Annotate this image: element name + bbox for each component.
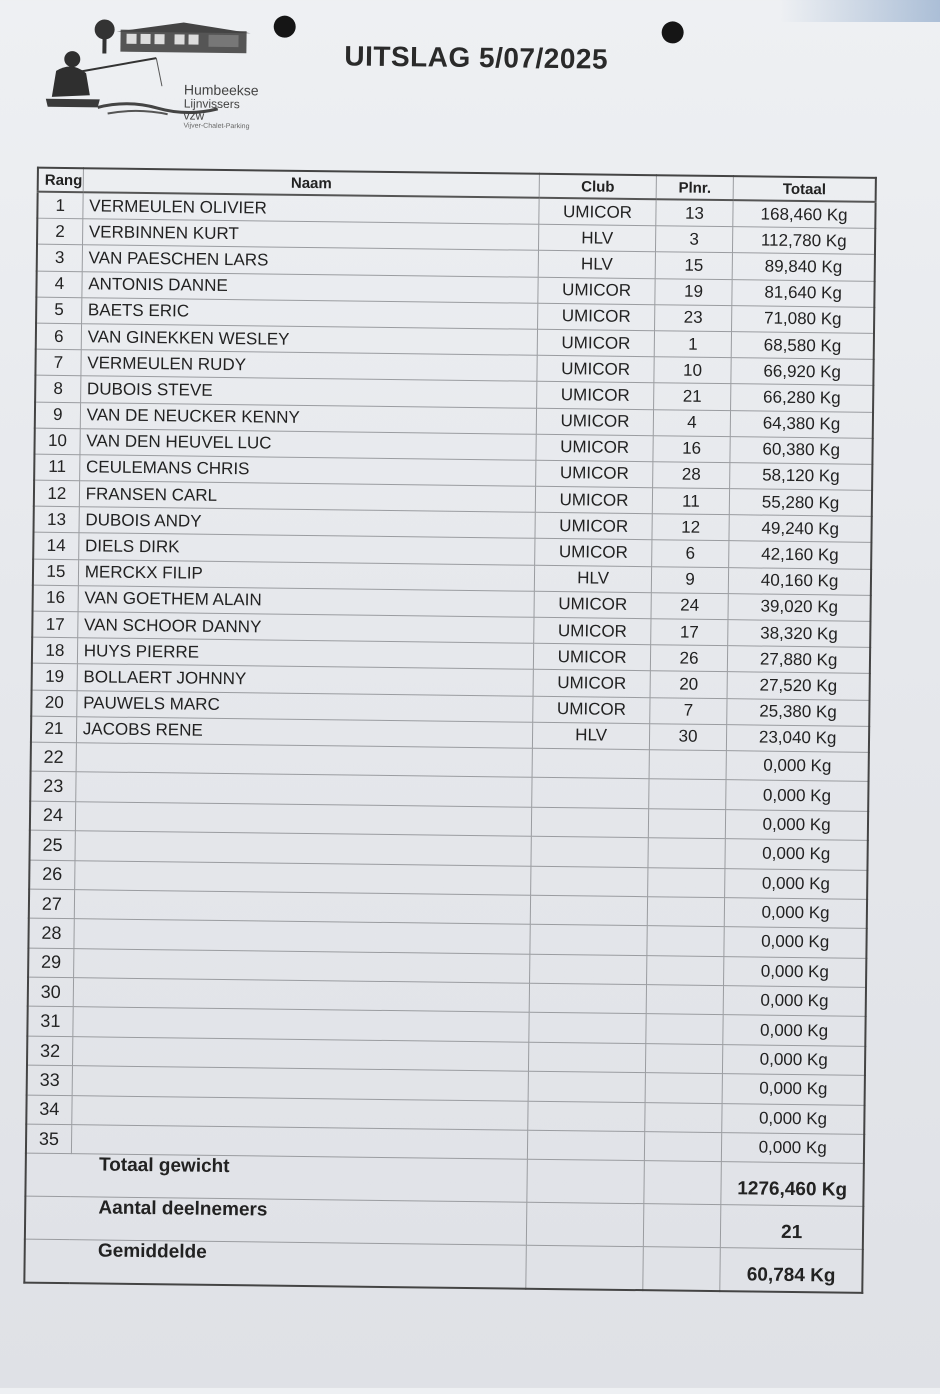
total-cell: 66,280 Kg — [731, 384, 874, 412]
summary-spacer — [24, 1240, 70, 1284]
plnr-cell: 12 — [652, 514, 730, 541]
total-cell: 68,580 Kg — [731, 332, 874, 360]
summary-body — [24, 1154, 864, 1294]
results-body — [26, 192, 876, 1164]
name-cell: CEULEMANS CHRIS — [79, 455, 536, 487]
plnr-cell: 30 — [649, 723, 727, 750]
club-cell — [530, 925, 647, 956]
logo-line-3: Vijver-Chalet-Parking — [183, 122, 250, 131]
total-cell: 0,000 Kg — [725, 868, 868, 899]
plnr-cell: 24 — [651, 593, 729, 620]
plnr-cell: 9 — [651, 566, 729, 593]
results-table — [23, 167, 877, 1295]
total-cell: 58,120 Kg — [730, 463, 873, 491]
club-cell — [528, 1130, 645, 1161]
column-header-club: Club — [540, 174, 657, 199]
plnr-cell: 11 — [652, 488, 730, 515]
rank-cell: 27 — [29, 889, 75, 919]
summary-empty-club — [527, 1160, 644, 1204]
rank-cell: 23 — [30, 771, 76, 801]
total-cell: 0,000 Kg — [724, 927, 867, 958]
total-cell: 25,380 Kg — [727, 698, 870, 726]
plnr-cell: 1 — [654, 331, 732, 358]
plnr-cell: 19 — [655, 278, 733, 305]
rank-cell: 17 — [32, 611, 78, 638]
name-cell: VAN GOETHEM ALAIN — [78, 586, 535, 618]
rank-cell: 7 — [35, 349, 81, 376]
total-cell: 0,000 Kg — [725, 898, 868, 929]
name-cell: VAN DE NEUCKER KENNY — [80, 402, 537, 434]
rank-cell: 32 — [27, 1036, 73, 1066]
summary-empty-plnr — [644, 1161, 722, 1205]
rank-cell: 10 — [34, 428, 80, 455]
total-cell: 27,520 Kg — [727, 672, 870, 700]
club-cell — [529, 1042, 646, 1073]
club-cell — [531, 866, 648, 897]
rank-cell: 4 — [36, 271, 82, 298]
club-cell: HLV — [535, 565, 652, 593]
name-cell: FRANSEN CARL — [79, 481, 536, 513]
club-cell: HLV — [539, 251, 656, 279]
rank-cell: 19 — [32, 664, 78, 691]
club-cell: UMICOR — [537, 382, 654, 410]
name-cell: VERMEULEN OLIVIER — [83, 192, 540, 224]
summary-row — [24, 1240, 862, 1294]
name-cell: JACOBS RENE — [76, 716, 533, 748]
rank-cell: 8 — [35, 375, 81, 402]
total-cell: 42,160 Kg — [729, 541, 872, 569]
club-cell — [531, 836, 648, 867]
club-cell: UMICOR — [536, 486, 653, 514]
rank-cell: 13 — [34, 506, 80, 533]
rank-cell: 6 — [36, 323, 82, 350]
summary-value: 60,784 Kg — [720, 1248, 863, 1293]
column-header-total: Totaal — [733, 176, 875, 202]
rank-cell: 14 — [33, 533, 79, 560]
club-cell: UMICOR — [534, 643, 651, 671]
summary-empty-plnr — [643, 1247, 721, 1291]
name-cell: DUBOIS STEVE — [80, 376, 537, 408]
total-cell: 0,000 Kg — [723, 986, 866, 1017]
total-cell: 64,380 Kg — [731, 410, 874, 438]
logo-text — [183, 82, 258, 130]
club-cell: UMICOR — [535, 513, 652, 541]
page-title: UITSLAG 5/07/2025 — [344, 40, 609, 75]
total-cell: 39,020 Kg — [728, 593, 871, 621]
name-cell: ANTONIS DANNE — [82, 271, 539, 303]
plnr-cell — [644, 1102, 722, 1132]
column-header-plnr: Plnr. — [656, 175, 734, 200]
punch-hole-right — [662, 21, 684, 43]
total-cell: 66,920 Kg — [731, 358, 874, 386]
rank-cell: 34 — [26, 1095, 72, 1125]
summary-empty-club — [526, 1246, 643, 1291]
club-cell — [530, 983, 647, 1014]
rank-cell: 5 — [36, 297, 82, 324]
plnr-cell: 20 — [650, 671, 728, 698]
plnr-cell — [648, 808, 726, 838]
club-cell: UMICOR — [534, 591, 651, 619]
club-cell: UMICOR — [534, 617, 651, 645]
club-cell: UMICOR — [539, 198, 656, 226]
club-cell — [530, 954, 647, 985]
total-cell: 81,640 Kg — [732, 279, 875, 307]
plnr-cell: 16 — [653, 435, 731, 462]
total-cell: 27,880 Kg — [728, 646, 871, 674]
rank-cell: 9 — [35, 402, 81, 429]
rank-cell: 35 — [26, 1124, 72, 1154]
rank-cell: 29 — [28, 948, 74, 978]
logo-line-1: Humbeekse — [183, 81, 259, 99]
plnr-cell: 13 — [656, 199, 734, 227]
rank-cell: 2 — [37, 218, 83, 245]
summary-label: Gemiddelde — [70, 1240, 527, 1289]
rank-cell: 24 — [30, 801, 76, 831]
total-cell: 0,000 Kg — [724, 956, 867, 987]
club-cell — [532, 807, 649, 838]
club-cell: UMICOR — [535, 539, 652, 567]
club-cell: UMICOR — [533, 670, 650, 698]
plnr-cell: 28 — [652, 462, 730, 489]
total-cell: 23,040 Kg — [727, 724, 870, 752]
rank-cell: 16 — [33, 585, 79, 612]
club-cell — [529, 1071, 646, 1102]
name-cell: DUBOIS ANDY — [79, 507, 536, 539]
name-cell: BAETS ERIC — [81, 297, 538, 329]
rank-cell: 28 — [28, 918, 74, 948]
punch-hole-left — [274, 16, 296, 38]
total-cell: 0,000 Kg — [723, 1044, 866, 1075]
name-cell: VAN PAESCHEN LARS — [82, 245, 539, 277]
rank-cell: 22 — [31, 742, 77, 772]
plnr-cell: 15 — [655, 252, 733, 279]
total-cell: 38,320 Kg — [728, 620, 871, 648]
plnr-cell — [645, 1044, 723, 1074]
summary-value: 1276,460 Kg — [721, 1162, 864, 1207]
column-header-rank: Rang — [38, 168, 84, 193]
rank-cell: 3 — [37, 245, 83, 272]
name-cell: DIELS DIRK — [78, 533, 535, 565]
name-cell: VAN DEN HEUVEL LUC — [80, 428, 537, 460]
club-cell: UMICOR — [537, 408, 654, 436]
plnr-cell — [647, 867, 725, 897]
total-cell: 55,280 Kg — [730, 489, 873, 517]
plnr-cell: 3 — [655, 226, 733, 253]
total-cell: 0,000 Kg — [726, 751, 869, 782]
plnr-cell — [646, 955, 724, 985]
total-cell: 112,780 Kg — [733, 227, 876, 255]
total-cell: 0,000 Kg — [725, 839, 868, 870]
summary-label: Totaal gewicht — [71, 1154, 528, 1203]
total-cell: 0,000 Kg — [722, 1074, 865, 1105]
plnr-cell: 26 — [650, 645, 728, 672]
total-cell: 60,380 Kg — [730, 436, 873, 464]
club-cell: UMICOR — [538, 303, 655, 331]
rank-cell: 31 — [27, 1007, 73, 1037]
name-cell: VERMEULEN RUDY — [81, 350, 538, 382]
name-cell: MERCKX FILIP — [78, 559, 535, 591]
name-cell: VAN GINEKKEN WESLEY — [81, 324, 538, 356]
logo-line-2: Lijnvissers vzw — [183, 96, 240, 123]
plnr-cell: 23 — [654, 304, 732, 331]
name-cell: BOLLAERT JOHNNY — [77, 664, 534, 696]
plnr-cell: 10 — [654, 357, 732, 384]
club-cell — [532, 778, 649, 809]
column-header-name: Naam — [83, 168, 540, 198]
name-cell: HUYS PIERRE — [77, 638, 534, 670]
plnr-cell — [646, 1014, 724, 1044]
club-cell: HLV — [539, 224, 656, 252]
plnr-cell: 6 — [651, 540, 729, 567]
rank-cell: 12 — [34, 480, 80, 507]
total-cell: 0,000 Kg — [722, 1103, 865, 1134]
total-cell: 0,000 Kg — [726, 780, 869, 811]
total-cell: 49,240 Kg — [729, 515, 872, 543]
club-cell: UMICOR — [537, 355, 654, 383]
summary-spacer — [25, 1197, 71, 1241]
total-cell: 168,460 Kg — [733, 200, 876, 228]
name-cell: PAUWELS MARC — [76, 690, 533, 722]
summary-empty-plnr — [643, 1204, 721, 1248]
summary-value: 21 — [721, 1205, 864, 1250]
rank-cell: 15 — [33, 559, 79, 586]
total-cell: 71,080 Kg — [732, 305, 875, 333]
plnr-cell — [649, 750, 727, 780]
summary-label: Aantal deelnemers — [70, 1197, 527, 1246]
summary-spacer — [25, 1154, 71, 1198]
plnr-cell: 7 — [649, 697, 727, 724]
plnr-cell: 17 — [650, 619, 728, 646]
rank-cell: 20 — [31, 690, 77, 717]
rank-cell: 25 — [30, 830, 76, 860]
plnr-cell: 4 — [653, 409, 731, 436]
rank-cell: 33 — [27, 1065, 73, 1095]
club-cell: UMICOR — [536, 434, 653, 462]
name-cell: VAN SCHOOR DANNY — [77, 612, 534, 644]
club-cell: UMICOR — [536, 460, 653, 488]
club-cell: UMICOR — [533, 696, 650, 724]
plnr-cell: 21 — [653, 383, 731, 410]
total-cell: 0,000 Kg — [722, 1133, 865, 1164]
plnr-cell — [647, 926, 725, 956]
club-cell: UMICOR — [538, 329, 655, 357]
club-cell — [531, 895, 648, 926]
total-cell: 40,160 Kg — [729, 567, 872, 595]
total-cell: 0,000 Kg — [723, 1015, 866, 1046]
rank-cell: 21 — [31, 716, 77, 743]
plnr-cell — [645, 1073, 723, 1103]
plnr-cell — [646, 985, 724, 1015]
club-cell: HLV — [533, 722, 650, 750]
rank-cell: 30 — [28, 977, 74, 1007]
total-cell: 89,840 Kg — [732, 253, 875, 281]
plnr-cell — [644, 1132, 722, 1162]
rank-cell: 26 — [29, 860, 75, 890]
plnr-cell — [648, 779, 726, 809]
club-cell — [529, 1013, 646, 1044]
club-cell — [532, 748, 649, 779]
plnr-cell — [647, 897, 725, 927]
club-logo — [37, 15, 259, 131]
rank-cell: 18 — [32, 637, 78, 664]
club-cell: UMICOR — [538, 277, 655, 305]
name-cell: VERBINNEN KURT — [82, 219, 539, 251]
club-cell — [528, 1101, 645, 1132]
rank-cell: 11 — [34, 454, 80, 481]
plnr-cell — [648, 838, 726, 868]
summary-empty-club — [527, 1203, 644, 1247]
rank-cell: 1 — [37, 192, 83, 219]
total-cell: 0,000 Kg — [726, 809, 869, 840]
